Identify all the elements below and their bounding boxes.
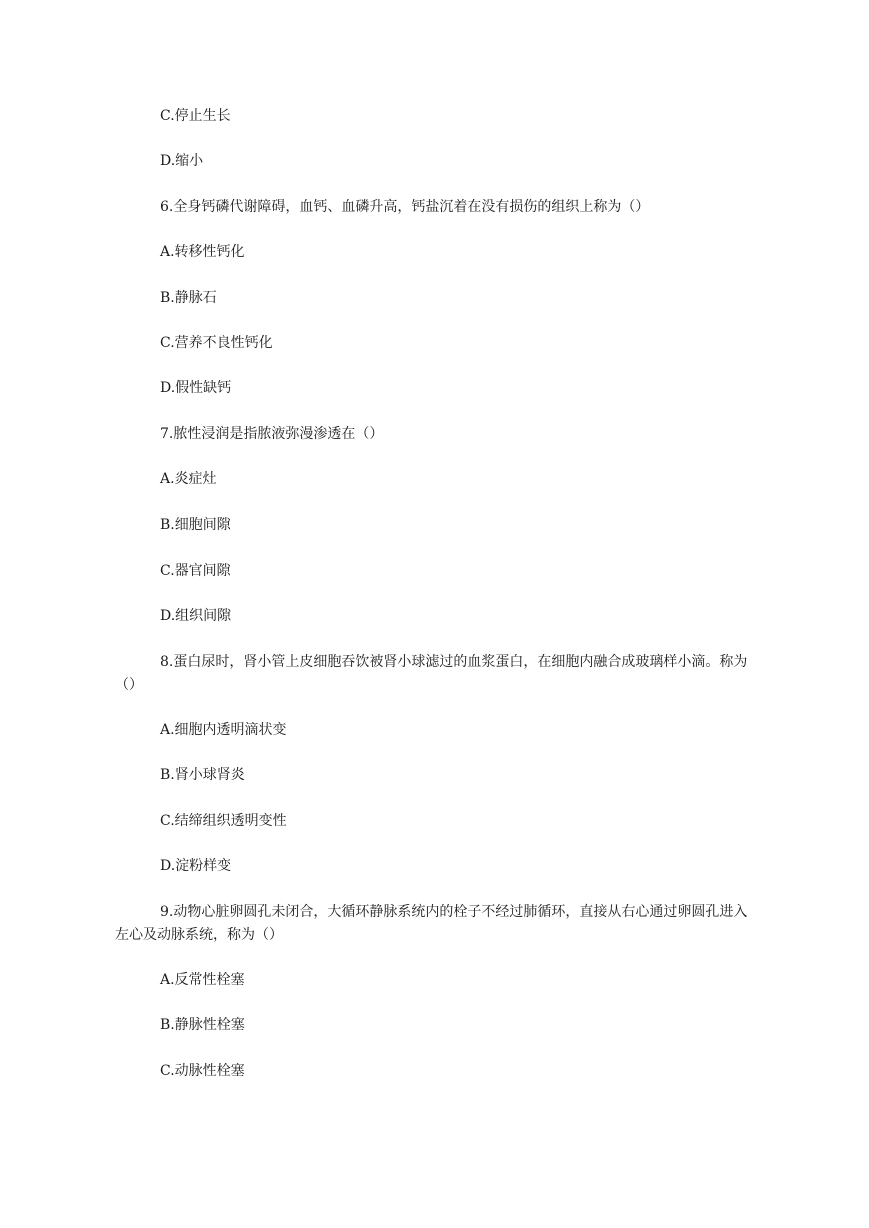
question-8-option-c: C.结缔组织透明变性	[160, 813, 287, 829]
question-8-option-d: D.淀粉样变	[160, 858, 232, 874]
question-6: 6.全身钙磷代谢障碍，血钙、血磷升高，钙盐沉着在没有损伤的组织上称为（）	[160, 199, 650, 215]
question-9: 9.动物心脏卵圆孔未闭合，大循环静脉系统内的栓子不经过肺循环，直接从右心通过卵圆孔进入左心及动脉系统，称为（）	[115, 904, 748, 943]
question-8-option-a: A.细胞内透明滴状变	[160, 722, 287, 738]
question-7-option-d: D.组织间隙	[160, 608, 232, 624]
question-8-option-b: B.肾小球肾炎	[160, 767, 245, 783]
question-9-option-a: A.反常性栓塞	[160, 972, 245, 988]
option-d-previous: D.缩小	[160, 153, 204, 169]
question-6-option-b: B.静脉石	[160, 290, 217, 306]
question-9-option-b: B.静脉性栓塞	[160, 1017, 245, 1033]
question-7-option-c: C.器官间隙	[160, 563, 231, 579]
question-6-option-a: A.转移性钙化	[160, 244, 245, 260]
question-9-option-c: C.动脉性栓塞	[160, 1063, 245, 1079]
question-7-option-a: A.炎症灶	[160, 471, 217, 487]
question-7: 7.脓性浸润是指脓液弥漫渗透在（）	[160, 426, 384, 442]
question-8: 8.蛋白尿时，肾小管上皮细胞吞饮被肾小球滤过的血浆蛋白，在细胞内融合成玻璃样小滴。称为（）	[115, 654, 748, 693]
question-6-option-c: C.营养不良性钙化	[160, 335, 273, 351]
question-7-option-b: B.细胞间隙	[160, 517, 231, 533]
option-c-previous: C.停止生长	[160, 108, 231, 124]
question-6-option-d: D.假性缺钙	[160, 380, 232, 396]
